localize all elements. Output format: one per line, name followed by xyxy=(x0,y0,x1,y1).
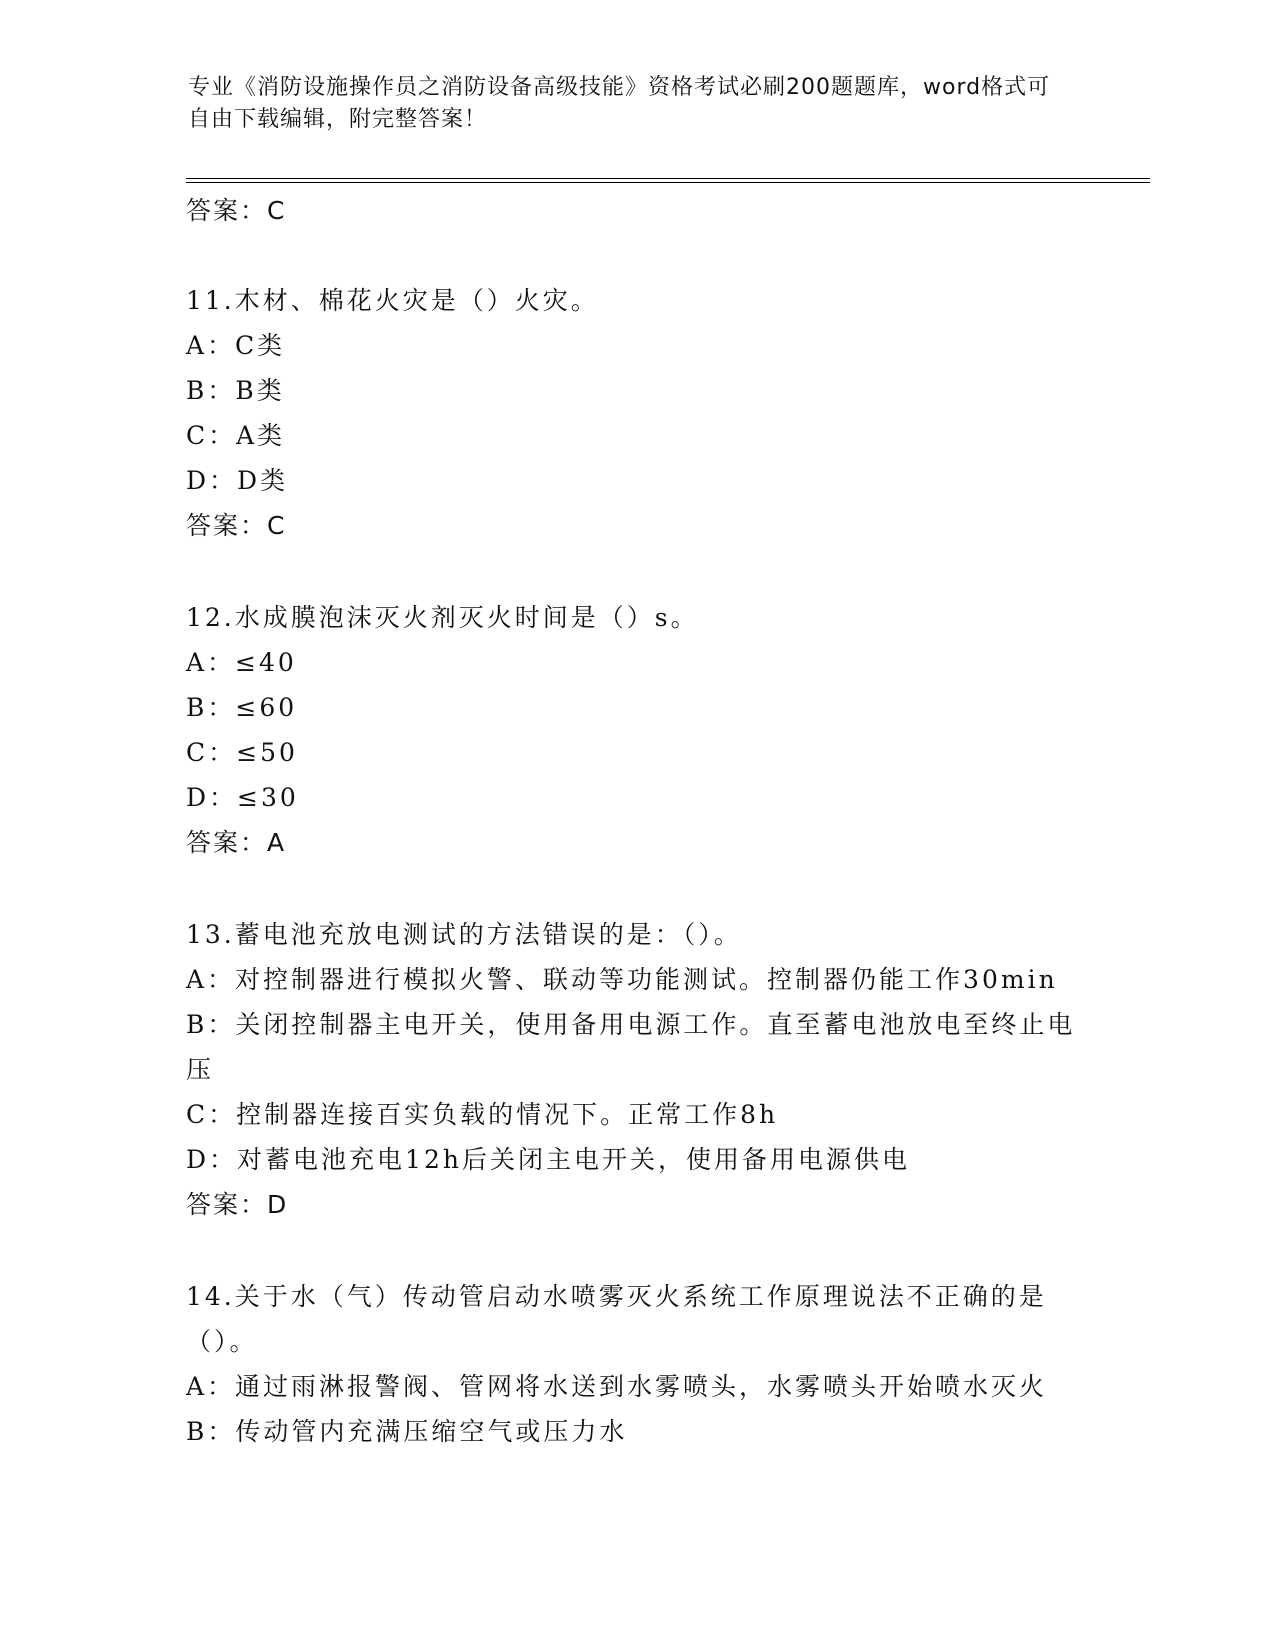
option-a: A：≤40 xyxy=(186,648,297,677)
previous-answer: 答案：C xyxy=(186,196,287,225)
header-rule-bottom xyxy=(186,182,1150,183)
document-header xyxy=(188,72,1068,136)
option-c: C：A类 xyxy=(186,421,286,450)
answer-label: 答案：A xyxy=(186,828,287,857)
question-stem: 11.木材、棉花火灾是（）火灾。 xyxy=(186,286,599,315)
question-stem: 14.关于水（气）传动管启动水喷雾灭火系统工作原理说法不正确的是（）。 xyxy=(186,1282,1047,1356)
option-d: D：对蓄电池充电12h后关闭主电开关，使用备用电源供电 xyxy=(186,1145,910,1174)
option-c: C：控制器连接百实负载的情况下。正常工作8h xyxy=(186,1100,779,1129)
option-b: B：关闭控制器主电开关，使用备用电源工作。直至蓄电池放电至终止电压 xyxy=(186,1010,1076,1084)
header-rule-top xyxy=(186,178,1150,179)
spacer xyxy=(186,233,1086,278)
option-c: C：≤50 xyxy=(186,738,298,767)
question-stem: 13.蓄电池充放电测试的方法错误的是：（）。 xyxy=(186,920,742,949)
answer-label: 答案：C xyxy=(186,511,287,540)
answer-label: 答案：D xyxy=(186,1190,289,1219)
header-text: 专业《消防设施操作员之消防设备高级技能》资格考试必刷200题题库，word格式可自由下载编辑，附完整答案！ xyxy=(188,75,1051,132)
option-b: B：≤60 xyxy=(186,693,298,722)
option-a: A：通过雨淋报警阀、管网将水送到水雾喷头，水雾喷头开始喷水灭火 xyxy=(186,1372,1048,1401)
option-d: D：D类 xyxy=(186,466,289,495)
question-12 xyxy=(186,595,1086,865)
question-11 xyxy=(186,278,1086,548)
option-a: A：对控制器进行模拟火警、联动等功能测试。控制器仍能工作30min xyxy=(186,965,1058,994)
option-b: B：传动管内充满压缩空气或压力水 xyxy=(186,1417,628,1446)
spacer xyxy=(186,548,1086,595)
spacer xyxy=(186,1227,1086,1274)
option-a: A：C类 xyxy=(186,331,286,360)
spacer xyxy=(186,865,1086,912)
option-d: D：≤30 xyxy=(186,783,299,812)
option-b: B：B类 xyxy=(186,376,285,405)
question-13 xyxy=(186,912,1086,1227)
question-list xyxy=(186,188,1086,1454)
question-stem: 12.水成膜泡沫灭火剂灭火时间是（）s。 xyxy=(186,603,699,632)
question-14 xyxy=(186,1274,1086,1454)
